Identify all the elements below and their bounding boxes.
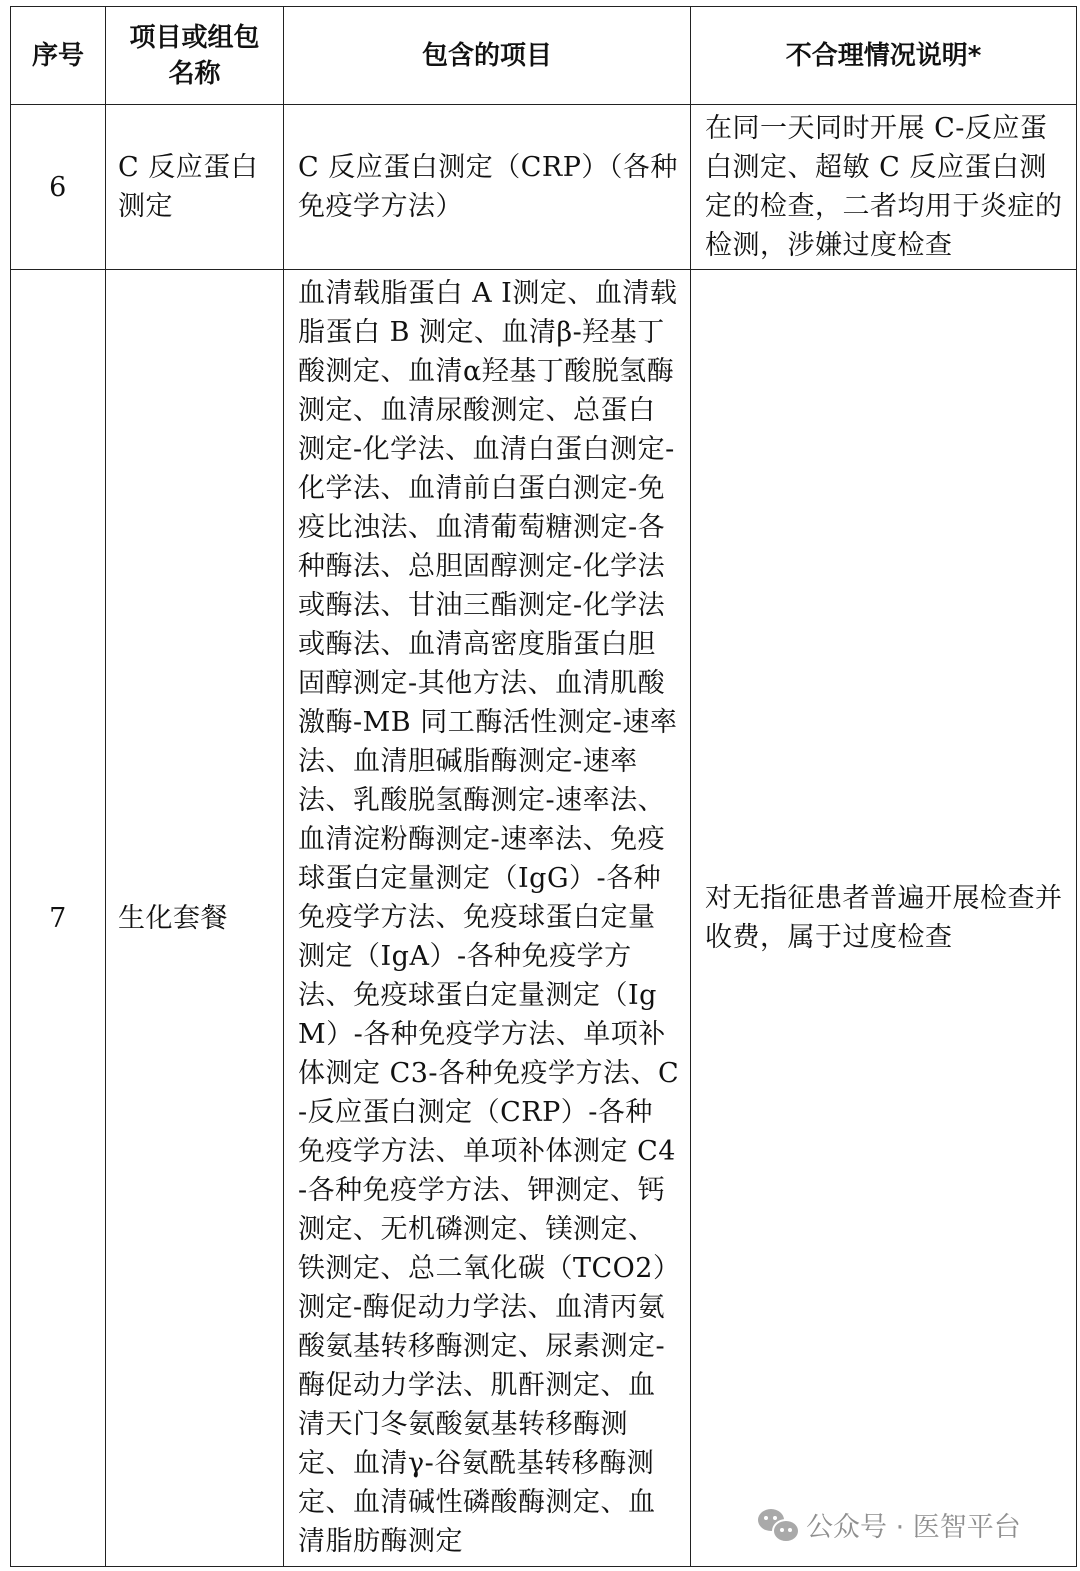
header-items <box>284 7 691 105</box>
header-note-label: 不合理情况说明* <box>785 40 982 71</box>
row-seq: 7 <box>11 270 106 1567</box>
row-items: C 反应蛋白测定（CRP）（各种免疫学方法） <box>284 105 691 270</box>
header-row <box>11 7 1077 105</box>
header-seq-label: 序号 <box>31 40 84 71</box>
row-seq: 6 <box>11 105 106 270</box>
header-seq <box>11 7 106 105</box>
header-name <box>106 7 284 105</box>
header-items-label: 包含的项目 <box>421 40 552 71</box>
watermark-text: 公众号 · 医智平台 <box>806 1511 1021 1543</box>
header-note <box>691 7 1077 105</box>
watermark <box>758 1502 1021 1546</box>
row-items: 血清载脂蛋白 A Ⅰ测定、血清载脂蛋白 B 测定、血清β-羟基丁酸测定、血清α羟基丁酸脱氢酶测定、血清尿酸测定、总蛋白测定-化学法、血清白蛋白测定-化学法、血清前白蛋白测定-免疫比浊法、血清葡萄糖测定-各种酶法、总胆固醇测定-化学法或酶法、甘油三酯测定-化学法或酶法、血清高密度脂蛋白胆固醇测定-其他方法、血清肌酸激酶-MB 同工酶活性测定-速率法、血清胆碱脂酶测定-速率法、乳酸脱氢酶测定-速率法、血清淀粉酶测定-速率法、免疫球蛋白定量测定（IgG）-各种免疫学方法、免疫球蛋白定量测定（IgA）-各种免疫学方法、免疫球蛋白定量测定（IgM）-各种免疫学方法、单项补体测定 C3-各种免疫学方法、C-反应蛋白测定（CRP）-各种免疫学方法、单项补体测定 C4-各种免疫学方法、钾测定、钙测定、无机磷测定、镁测定、铁测定、总二氧化碳（TCO2）测定-酶促动力学法、血清丙氨酸氨基转移酶测定、尿素测定-酶促动力学法、肌酐测定、血清天门冬氨酸氨基转移酶测定、血清γ-谷氨酰基转移酶测定、血清碱性磷酸酶测定、血清脂肪酶测定 <box>284 270 691 1567</box>
wechat-icon <box>758 1507 798 1541</box>
document-table <box>10 6 1077 1567</box>
table-row <box>11 270 1077 1567</box>
row-name: C 反应蛋白测定 <box>106 105 284 270</box>
row-name: 生化套餐 <box>106 270 284 1567</box>
row-note: 在同一天同时开展 C-反应蛋白测定、超敏 C 反应蛋白测定的检查，二者均用于炎症的检测，涉嫌过度检查 <box>691 105 1077 270</box>
header-name-label: 项目或组包名称 <box>129 22 260 89</box>
table-row <box>11 105 1077 270</box>
row-note: 对无指征患者普遍开展检查并收费，属于过度检查 <box>691 270 1077 1567</box>
